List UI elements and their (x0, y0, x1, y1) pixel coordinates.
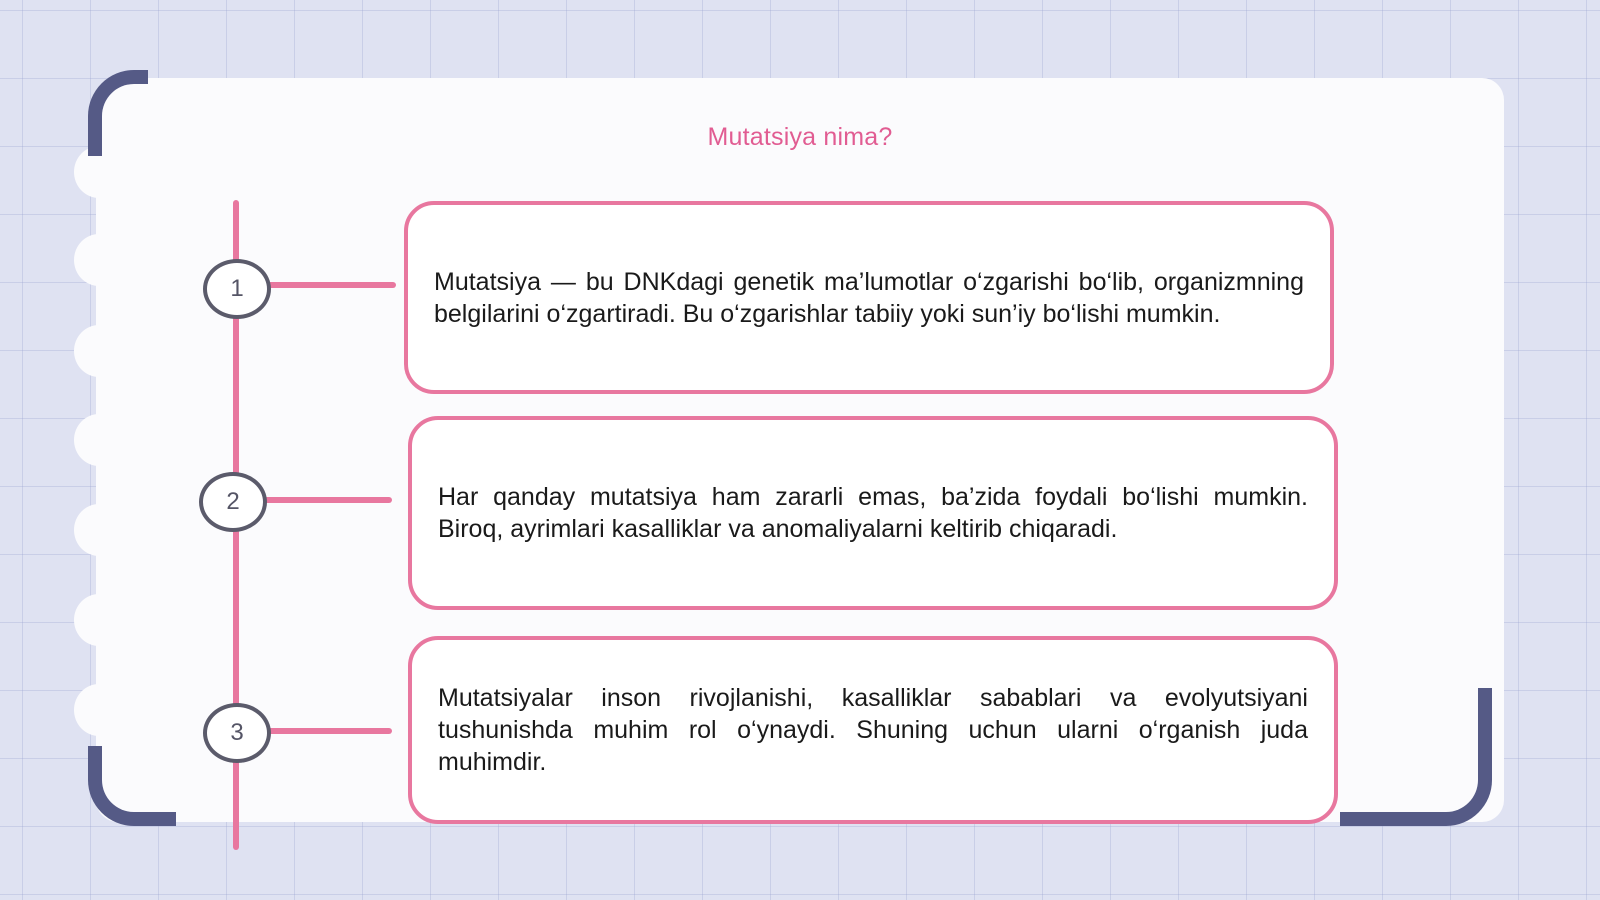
info-text-1: Mutatsiya — bu DNKdagi genetik ma’lumotlar o‘zgarishi bo‘lib, organizmning belgilarini o‘zgartiradi. Bu o‘zgarishlar tabiiy yoki sun’iy bo‘lishi mumkin. (434, 267, 1304, 328)
step-number-3: 3 (203, 703, 271, 763)
card-edge-scallop (74, 414, 124, 466)
info-text-3: Mutatsiyalar inson rivojlanishi, kasalliklar sabablari va evolyutsiyani tushunishda muhim rol o‘ynaydi. Shuning uchun ularni o‘rganish juda muhimdir. (438, 684, 1308, 776)
frame-corner-bottom-right (1340, 688, 1492, 826)
card-edge-scallop (74, 325, 124, 377)
card-edge-scallop (74, 234, 124, 286)
card-edge-scallop (74, 594, 124, 646)
step-number-2: 2 (199, 472, 267, 532)
info-box-3 (408, 636, 1338, 824)
info-box-2 (408, 416, 1338, 610)
frame-corner-top-left (88, 70, 148, 156)
timeline-connector-1 (266, 282, 396, 288)
timeline-connector-3 (266, 728, 392, 734)
card-edge-scallop (74, 504, 124, 556)
timeline-connector-2 (262, 497, 392, 503)
info-box-1 (404, 201, 1334, 394)
slide-title: Mutatsiya nima? (707, 123, 893, 151)
card-edge-scallop (74, 684, 124, 736)
info-text-2: Har qanday mutatsiya ham zararli emas, ba’zida foydali bo‘lishi mumkin. Biroq, ayrimlari kasalliklar va anomaliyalarni keltirib chiqaradi. (438, 483, 1308, 543)
step-number-1: 1 (203, 259, 271, 319)
